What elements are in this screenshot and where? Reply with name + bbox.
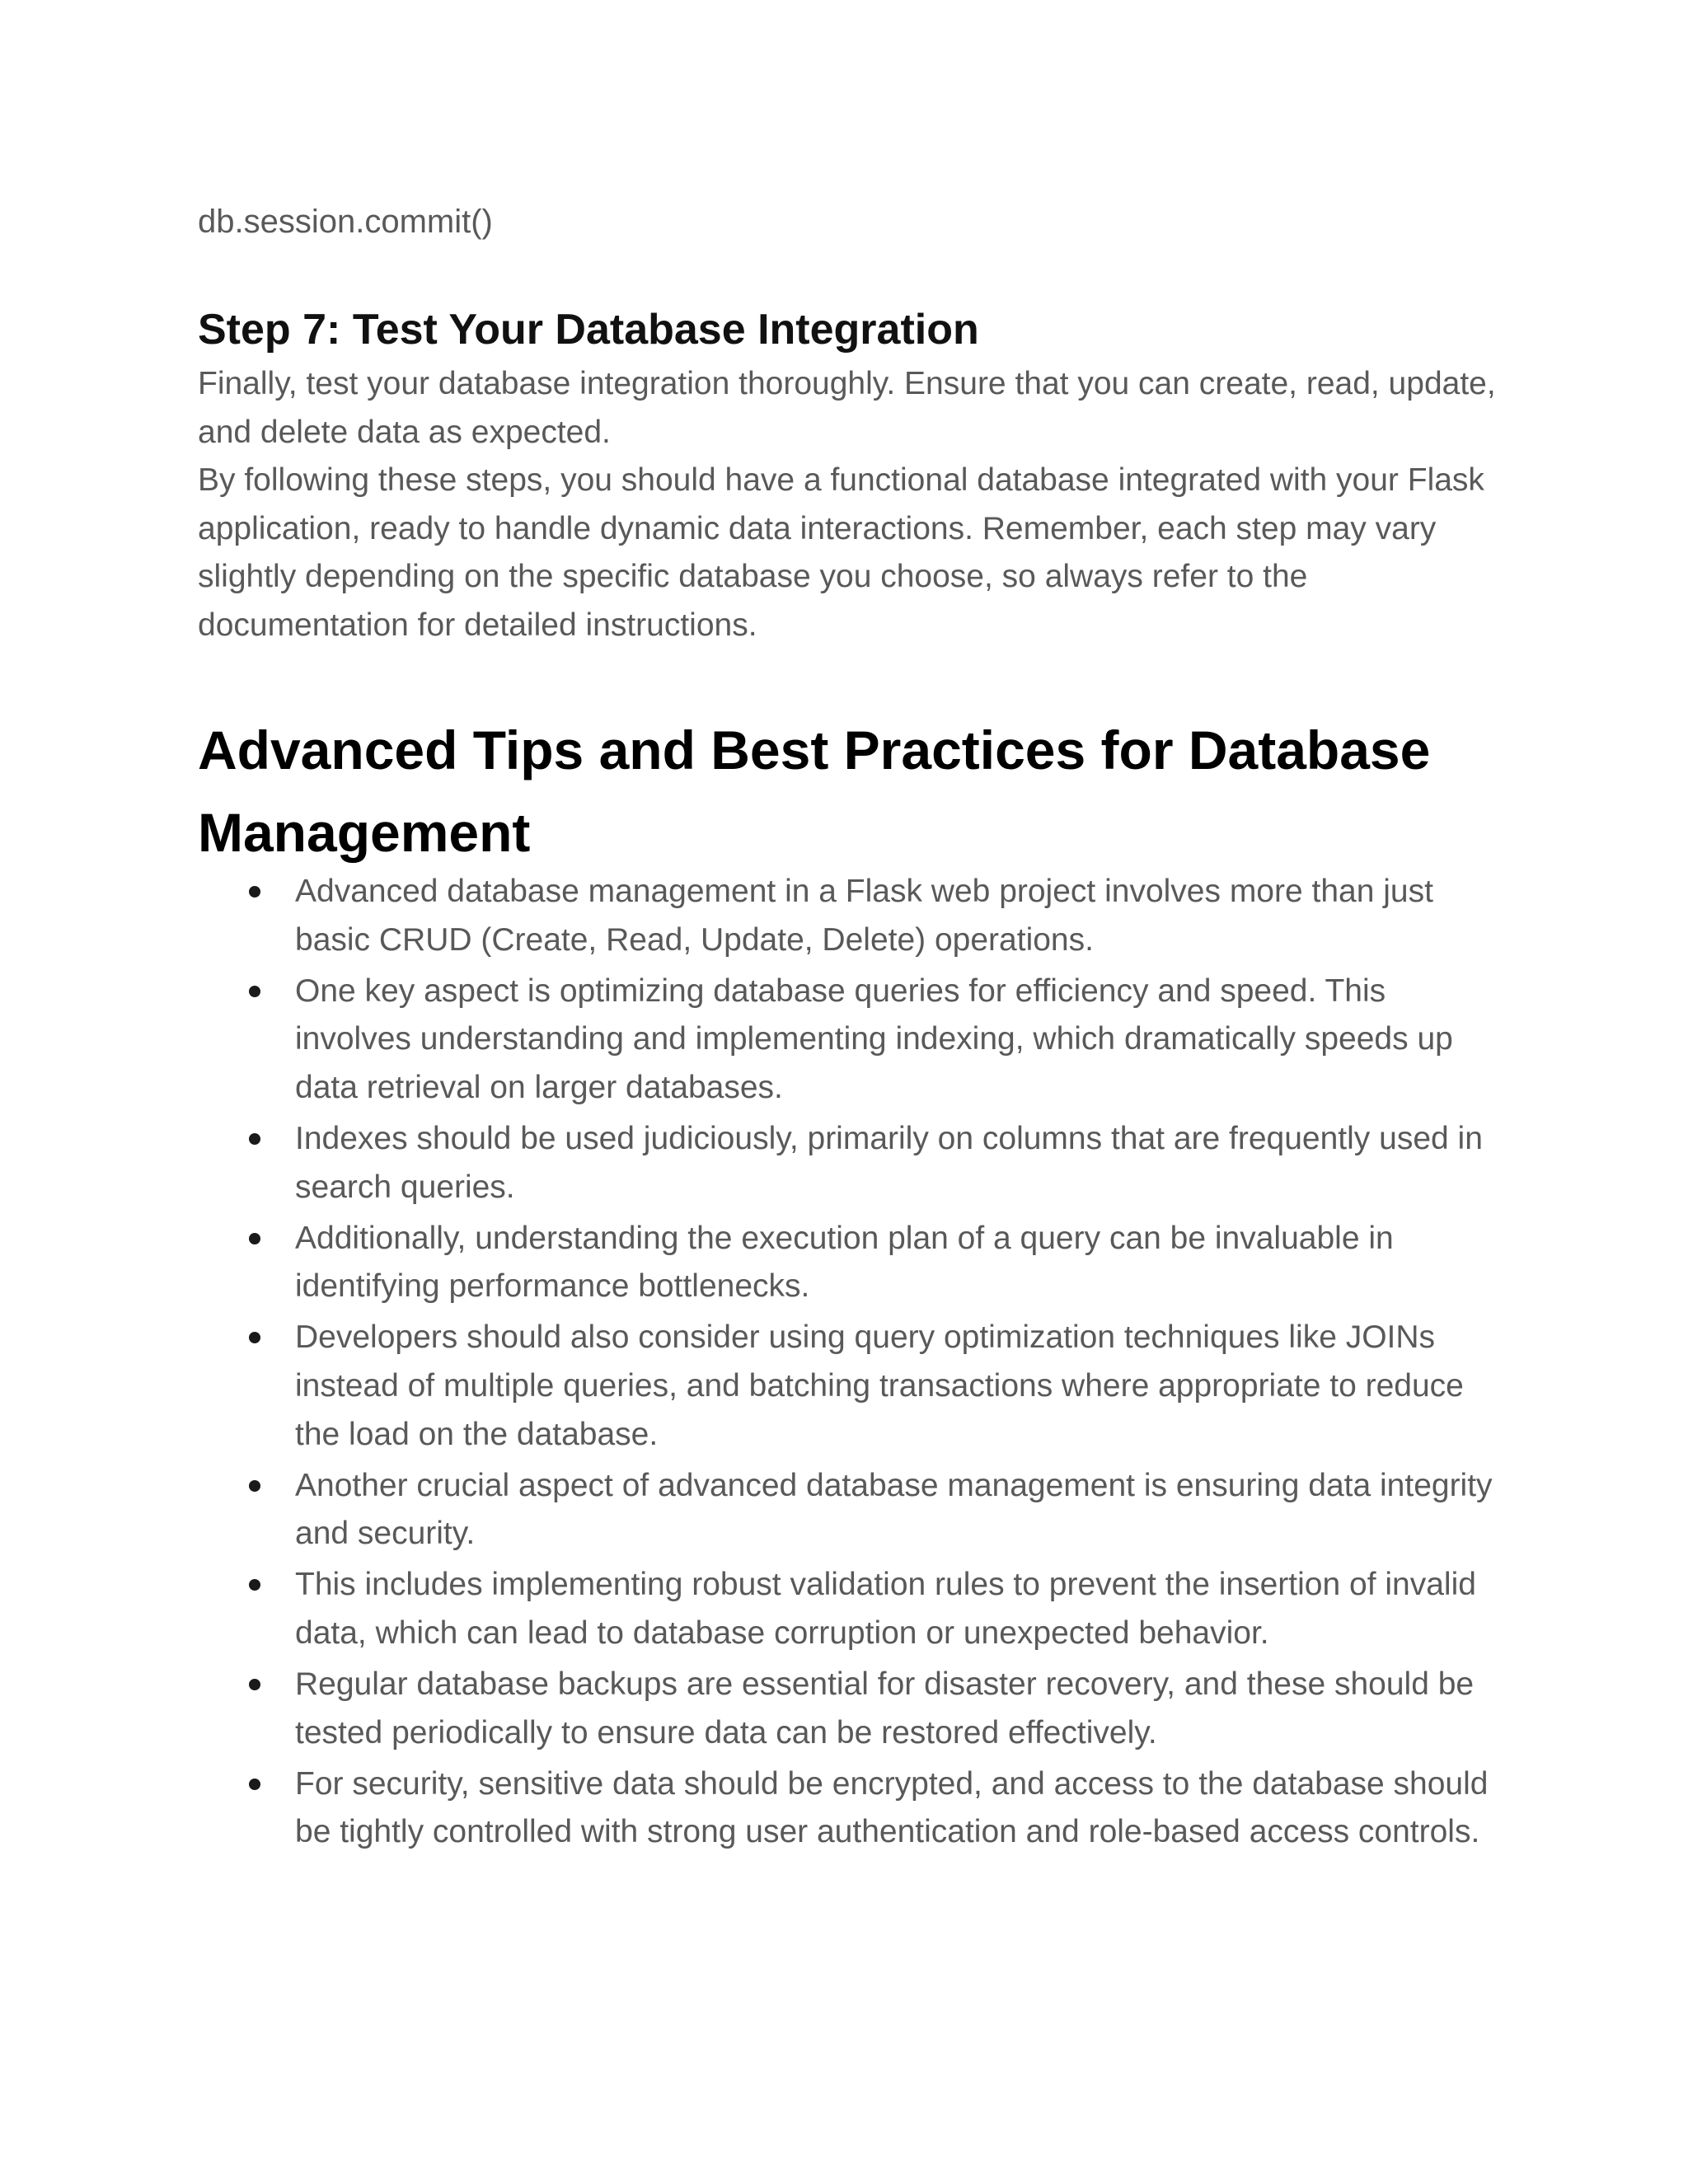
step-heading: Step 7: Test Your Database Integration — [198, 306, 979, 354]
list-item — [198, 1115, 1500, 1212]
bullet-icon — [249, 1480, 260, 1492]
step-body — [198, 360, 1500, 649]
bullet-icon — [249, 1679, 260, 1690]
tips-list — [198, 868, 1500, 1859]
list-item — [198, 868, 1500, 964]
bullet-icon — [249, 1579, 260, 1591]
section-heading: Advanced Tips and Best Practices for Database Management — [198, 719, 1431, 863]
list-item — [198, 1661, 1500, 1757]
list-item-text: Regular database backups are essential for disaster recovery, and these should be tested periodically to ensure data can be restored effectively. — [295, 1666, 1475, 1750]
list-item — [198, 1215, 1500, 1311]
list-item-text: Developers should also consider using query optimization techniques like JOINs instead of multiple queries, and batching transactions where appropriate to reduce the load on the database. — [295, 1319, 1464, 1452]
step-paragraph: By following these steps, you should have a functional database integrated with your Flask application, ready to handle dynamic data interactions. Remember, each step may vary slightly depending on the specific database you choose, so always refer to the documentation for detailed instructions. — [198, 462, 1484, 643]
list-item-text: One key aspect is optimizing database queries for efficiency and speed. This involves understanding and implementing indexing, which dramatically speeds up data retrieval on larger databases. — [295, 972, 1453, 1105]
bullet-icon — [249, 1233, 260, 1244]
list-item-text: Advanced database management in a Flask web project involves more than just basic CRUD (Create, Read, Update, Delete) operations. — [295, 874, 1433, 958]
list-item — [198, 1760, 1500, 1857]
bullet-icon — [249, 1779, 260, 1790]
list-item — [198, 1561, 1500, 1657]
list-item — [198, 1314, 1500, 1459]
bullet-icon — [249, 986, 260, 997]
code-snippet: db.session.commit() — [198, 204, 493, 240]
list-item-text: Additionally, understanding the execution plan of a query can be invaluable in identifying performance bottlenecks. — [295, 1220, 1394, 1305]
step-paragraph: Finally, test your database integration thoroughly. Ensure that you can create, read, update, and delete data as expected. — [198, 366, 1496, 450]
list-item-text: Indexes should be used judiciously, primarily on columns that are frequently used in search queries. — [295, 1120, 1483, 1205]
list-item-text: Another crucial aspect of advanced database management is ensuring data integrity and security. — [295, 1467, 1493, 1552]
bullet-icon — [249, 1133, 260, 1145]
list-item-text: This includes implementing robust validation rules to prevent the insertion of invalid data, which can lead to database corruption or unexpected behavior. — [295, 1567, 1476, 1651]
list-item — [198, 968, 1500, 1113]
list-item-text: For security, sensitive data should be encrypted, and access to the database should be tightly controlled with strong user authentication and role-based access controls. — [295, 1765, 1489, 1850]
bullet-icon — [249, 1332, 260, 1343]
bullet-icon — [249, 886, 260, 898]
list-item — [198, 1462, 1500, 1558]
